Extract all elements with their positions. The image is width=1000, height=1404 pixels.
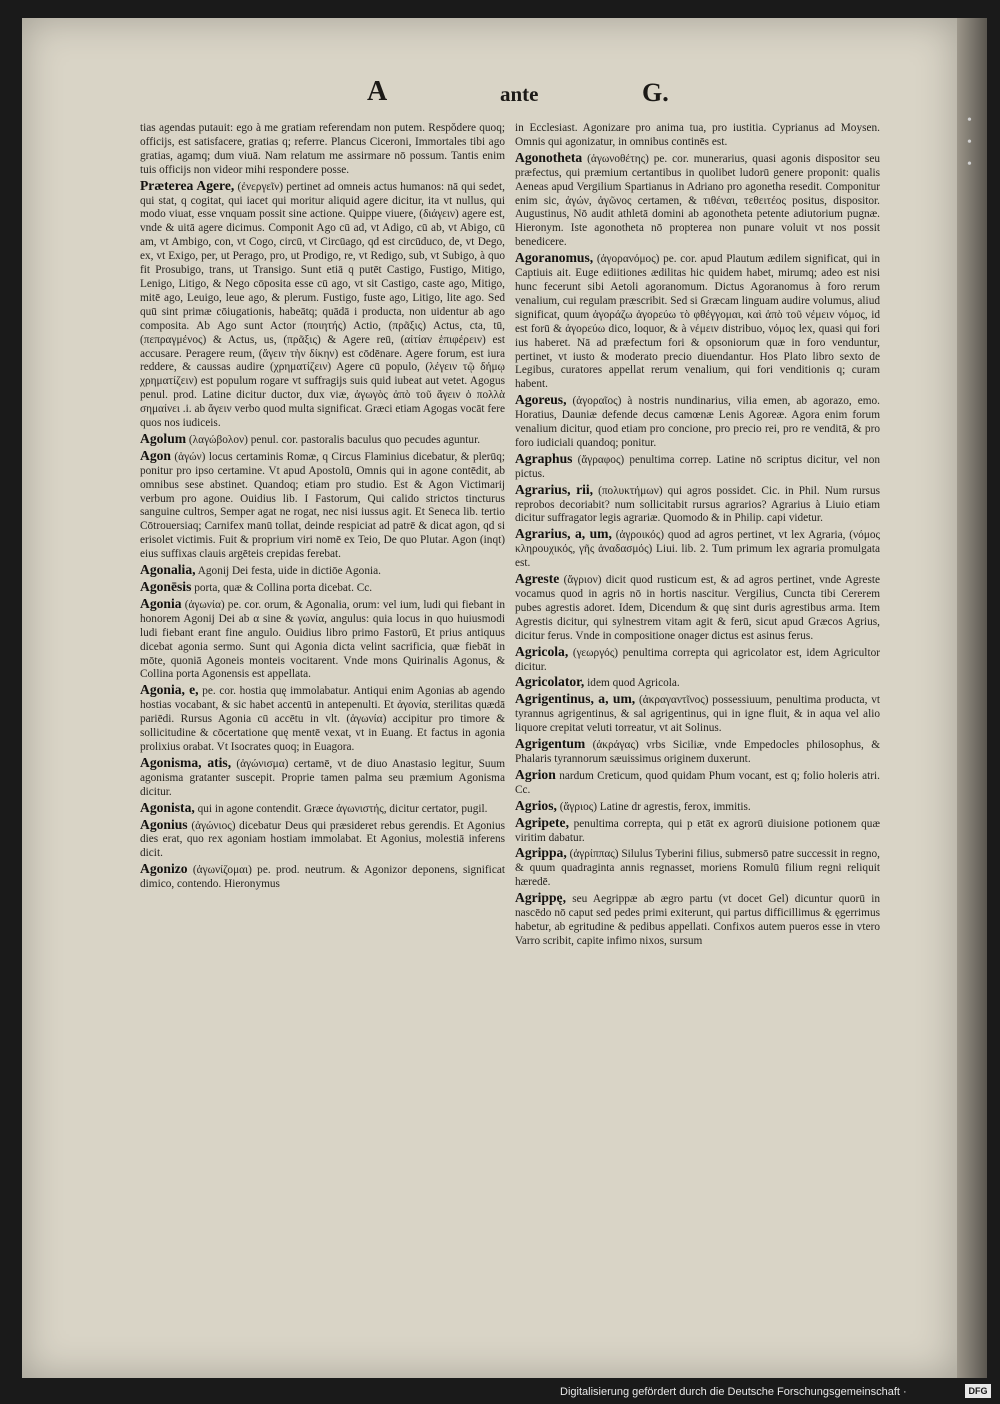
entry-headword: Agrippa, [515,845,567,861]
binding-marks: • • • [967,113,972,172]
entry-text: qui in agone contendit. Græce ἀγωνιστής, dicitur certator, pugil. [197,802,488,815]
dictionary-entry [140,432,505,448]
entry-headword: Agrigentinus, a, um, [515,691,636,707]
entry-text: (ἀγωνοθέτης) pe. cor. munerarius, quasi agonis dispositor seu præfectus, qui præmium certantibus in quolibet ludorū genere proponit: qualis Aeneas apud Vergilium Spartianus in Adriano pro agonetha resedit. Componitur enim sic, ἀγών, ἀγῶνος certamen, & τιθέναι, τεθειτέος positus, dispositor. Augustinus, Nō audit athletā domini ab agonotheta petente adiutorium pugnæ. Hieronym. Iste agonotheta nō propterea non punare voluit vt nos possit benedicere. [515,152,880,249]
dictionary-entry [515,692,880,736]
dictionary-entry [515,483,880,527]
entry-text: (ἀγώνιος) dicebatur Deus qui præsideret rebus gerendis. Et Agonius dies erat, quo rex agoniam hostiam immolabat. Et Agonius, molestiā inferens dicit. [140,819,505,860]
dictionary-entry [515,737,880,767]
entry-headword: Agrios, [515,797,557,813]
dictionary-entry [140,801,505,817]
dictionary-entry [140,756,505,800]
entry-headword: Agricola, [515,643,569,659]
entry-text: (ἀκραγαντῖνος) possessiuum, penultima producta, vt tyrannus agrigentinus, & sal agrigentinus, qui in igne fluit, & in aqua vel alio liquore crepitat veluti torreatur, vt ait Solinus. [515,694,880,735]
entry-text: (ἀγορανόμος) pe. cor. apud Plautum ædilem significat, qui in Captiuis ait. Euge ediitiones ædilitas hic quidem habet, mirumq; adeo est nisi hunc fecerunt sibi Aetoli agoranomum. Dictus Agoranomus à foro rerum venalium, cui regulam præscribit. Sed si Græcam linguam audire volumus, aliud significat, quum ἀγοράζω ἀγορεύω τὸ φθέγγομαι, καὶ ἀπὸ τοῦ νέμειν νόμος, id est forū & ἀγορεύω dico, loquor, & à νέμειν distribuo, νόμος lex, quasi qui fori ius haberet. Nā ad præfectum fori & opsoniorum quæ in foro venduntur, pertinet, vt iusto & moderato precio diuendantur. Hos Plato libro sexto de Legibus, curatores appellat rerum venalium, qui fori venditionis q; curam habent. [515,253,880,391]
entry-headword: Agraphus [515,450,573,466]
entry-headword: Agolum [140,430,187,446]
entry-text: (πολυκτήμων) qui agros possidet. Cic. in Phil. Num rursus reprobos decoriabit? num sollicitabit rursus agrarios? Agrarius à Liuio etiam dicitur suffragator legis agrariæ. Quomodo & in Philip. capi videtur. [515,484,880,525]
dictionary-entry [515,527,880,571]
dictionary-entry [140,862,505,892]
entry-headword: Agonia [140,595,182,611]
entry-text: (ἀγοραῖος) à nostris nundinarius, vilia emen, ab agorazo, emo. Horatius, Dauniæ defende decus camœnæ Lenis Agoreæ. Agora enim forum venalium dicitur, quod etiam pro concione, pro precio rei, pro re venditā, & pro foro iudiciali quandoq; ponitur. [515,395,880,449]
page-edge [957,18,987,1378]
entry-headword: Agonisma, atis, [140,754,232,770]
entry-text: (ἄγραφος) penultima correp. Latine nō scriptus dicitur, vel non pictus. [515,453,880,480]
dictionary-entry [140,683,505,755]
dictionary-entry [140,179,505,431]
entry-text: penultima correpta, qui p etāt ex agrorū diuisione potionem quæ viritim dabatur. [515,817,880,844]
entry-text: (γεωργός) penultima correpta qui agricolator est, idem Agricultor dicitur. [515,646,880,673]
entry-text: Agonij Dei festa, uide in dictiōe Agonia. [197,565,381,578]
entry-text: (ἀγροικός) quod ad agros pertinet, vt lex Agraria, (νόμος κληρουχικός, γῆς ἀναδασμός) Liui. lib. 2. Tum primum lex agraria promulgata est. [515,529,880,570]
entry-text: (ἐνεργεῖν) pertinet ad omneis actus humanos: nā qui sedet, qui stat, q cogitat, qui iacet qui moritur aliquid agere dicitur, ita vt nullus, qui modo viuat, esse vnquam possit sine actione. Quippe viuere, (διάγειν) agere est, vnde & uitā agere dicimus. Componit Ago cū ad, vt Adigo, cū ab, vt Abigo, cū am, vt Ambigo, con, vt Cogo, circū, vt Circūago, qd est circūduco, de, vt Dego, ex, vt Exigo, per, ut Perago, pro, ut Prodigo, re, vt Redigo, sub, vt Subigo, à quo fit Prosubigo, trans, ut Transigo. Sunt etiā q putēt Castigo, Fustigo, Mitigo, Lenigo, Litigo, & Nego cōposita esse cū ago, vt sit Castigo, caste ago, Mitigo, mitē ago, Leuigo, leue ago, & plerum. Fustigo, fuste ago, Litigo, lite ago. Sed quū sint primæ cōiugationis, habeātq; quādā i producta, non uidentur ab ago composita. Ab Ago sunt Actor (ποιητής) Actio, (πρᾶξις) Actus, cta, tū, (πεπραγμένος) & Actus, us, (πρᾶξις) & Agere reū, (αἰτίαν ἐπιφέρειν) est accusare. Peragere reum, (ἄγειν τὴν δίκην) est cōdēnare. Agere forum, est iura reddere, & caussas audire (χρηματίζειν) Agere cū populo, (λέγειν τῷ δήμῳ χρηματίζειν) est populum rogare vt suffragijs suis quid iubeat aut vetet. Agogus penul. prod. Latine dicitur ductor, dux viæ, ἀγωγὸς ἀπὸ τοῦ ἄγειν ὁ πολλὰ σημαίνει .i. ab ἄγειν verbo quod multa significat. Græci etiam Agogas vocāt fere quos nos iudiceis. [140,180,505,430]
entry-text: in Ecclesiast. Agonizare pro anima tua, pro iustitia. Cyprianus ad Moysen. Omnis qui agonizatur, in omnibus continēs est. [515,122,880,148]
entry-headword: Agon [140,447,171,463]
entry-text: porta, quæ & Collina porta dicebat. Cc. [194,582,373,594]
entry-headword: Agonēsis [140,579,192,594]
running-head-letter: A [367,76,388,107]
dictionary-entry [515,675,880,691]
entry-headword: Agonizo [140,861,188,877]
dfg-logo: DFG [965,1384,991,1398]
running-head [22,76,957,116]
entry-text: (ἀγών) locus certaminis Romæ, q Circus Flaminius dicebatur, & plerūq; ponitur pro ipso certamine. Vt apud Apostolū, Omnis qui in agone contēdit, ab omnibus sese abstinet. Quandoq; etiam pro studio. Est & Agon Victimarij verbum pro agone. Ouidius lib. I Fastorum, Qui calido strictos tincturus sanguine cultros, Semper agat ne rogat, nec nisi iussus agit. Et Seneca lib. tertio Cōtrouersiaq; Carnifex manū tollat, deinde respiciat ad patrē & dicat agon, qd si erisolet victimis. Fuit & proprium viri nomē ex Teio, De quo Plutar. Agon (inqt) eius suffixas clauis argēteis crepidas ferebat. [140,450,505,561]
dictionary-entry [515,572,880,644]
dictionary-entry [140,580,505,596]
entry-headword: Agricolator, [515,674,585,690]
entry-headword: Agripete, [515,814,569,830]
entry-text: seu Aegrippæ ab ægro partu (vt docet Gel) dicuntur quorū in nascēdo nō caput sed pedes primi exiterunt, qui partus difficillimus & ęgerrimus habetur, ab egritudine & pedibus appellati. Confixos autem pueros esse in vtero Varro scribit, capite infimo nixos, sursum [515,893,880,947]
entry-text: (ἀγωνία) pe. cor. orum, & Agonalia, orum: vel ium, ludi qui fiebant in honorem Agonij Dei ab α sine & γωνία, angulus: quia locus in quo huiusmodi ludi fiebant erant fine angulo. Ouidius libro primo Fastorū, Et prius antiquus dicebat agonia sermo. Sunt qui Agonia dicta velint sacrificia, quæ fiebāt in mōte, quoniā Agoneis monteis vocitarent. Vnde mons Quirinalis Agonus, & Collina porta Agonensis est appellata. [140,598,505,681]
entry-headword: Agrarius, a, um, [515,526,612,542]
entry-headword: Agonia, e, [140,682,199,698]
entry-text: (ἀγρίππας) Silulus Tyberini filius, submersō patre successit in regno, & quum quadraginta annis regnasset, moriens Romulū filium regni reliquit hæredē. [515,848,880,889]
entry-headword: Agoranomus, [515,250,594,266]
entry-text: tias agendas putauit: ego à me gratiam referendam non putem. Respŏdere quoq; officijs, est satisfacere, gratias q; referre. Plancus Ciceroni, Immortales tibi ago gratias, agamq; dum viuā. Nam relatum me assirmare nō possum. Tantis enim tuis officijs non videor mihi respondere posse. [140,122,505,176]
entry-headword: Agonotheta [515,149,583,165]
entry-headword: Agreste [515,571,560,587]
entry-headword: Agoreus, [515,392,567,408]
entry-text: (λαγώβολον) penul. cor. pastoralis baculus quo pecudes aguntur. [188,433,481,446]
book-page [22,18,957,1378]
dictionary-entry [515,645,880,675]
dictionary-entry [515,251,880,392]
entry-headword: Agonius [140,816,188,832]
right-column [515,122,880,1372]
entry-text: idem quod Agricola. [587,677,680,690]
dictionary-entry [515,151,880,250]
dictionary-entry [515,816,880,846]
entry-text: (ἀγωνίζομαι) pe. prod. neutrum. & Agonizor deponens, significat dimico, contendo. Hieronymus [140,864,505,891]
dictionary-entry [515,846,880,890]
dictionary-entry [515,891,880,949]
dictionary-entry [515,452,880,482]
running-head-word: ante [500,82,539,106]
dictionary-entry [140,449,505,562]
dictionary-entry [515,122,880,150]
left-column [140,122,505,1372]
entry-text: (ἀκράγας) vrbs Siciliæ, vnde Empedocles philosophus, & Phalaris tyrannorum sæuissimus originem duxerunt. [515,739,880,765]
dictionary-entry [515,393,880,451]
entry-text: pe. cor. hostia quę immolabatur. Antiqui enim Agonias ab agendo hostias vocabant, & sic habet accentū in antepenulti. Et ἀγονία, sterilitas quædā pariēdi. Rursus Agonia cū accētu in vlt. (ἀγωνία) accipitur pro timore & sollicitudine & cōcertatione quę mentē vexat, vt in Euang. Et factus in agonia prolixius orabat. Vt Isocrates quoq; in Euagora. [140,685,505,753]
dictionary-entry [140,563,505,579]
entry-headword: Præterea Agere, [140,177,235,193]
entry-text: (ἄγριος) Latine dr agrestis, ferox, immitis. [559,800,751,813]
entry-headword: Agrion [515,766,556,782]
entry-headword: Agonista, [140,799,195,815]
entry-headword: Agrarius, rii, [515,481,594,497]
entry-headword: Agrippę, [515,890,566,906]
dictionary-entry [140,597,505,682]
dictionary-entry [515,799,880,815]
dictionary-entry [515,768,880,798]
running-head-guide: G. [642,78,669,107]
entry-text: (ἄγριον) dicit quod rusticum est, & ad agros pertinet, vnde Agreste vocamus quod in agris nō in hortis nascitur. Vergilius, Cuncta tibi Cererem pubes agrestis adoret. Idem, Dicendum & quę sint duris agrestibus arma. Item Agrestis dicitur, qui sylnestrem vitam agit & ferū, sicut apud Græcos Agrius, dicitur ferus. Vnde in compositione onager dictus est asinus ferus. [515,574,880,642]
entry-headword: Agonalia, [140,562,196,578]
dictionary-entry [140,122,505,178]
entry-headword: Agrigentum [515,736,586,752]
digitization-credit: Digitalisierung gefördert durch die Deutsche Forschungsgemeinschaft · [560,1386,907,1398]
entry-text: (ἀγώνισμα) certamē, vt de diuo Anastasio legitur, Suum agonisma gratanter suscepit. Proprie tamen palma seu præmium Agonisma dicitur. [140,757,505,798]
dictionary-entry [140,818,505,862]
entry-text: nardum Creticum, quod quidam Phum vocant, est q; folio holeris atri. Cc. [515,769,880,796]
